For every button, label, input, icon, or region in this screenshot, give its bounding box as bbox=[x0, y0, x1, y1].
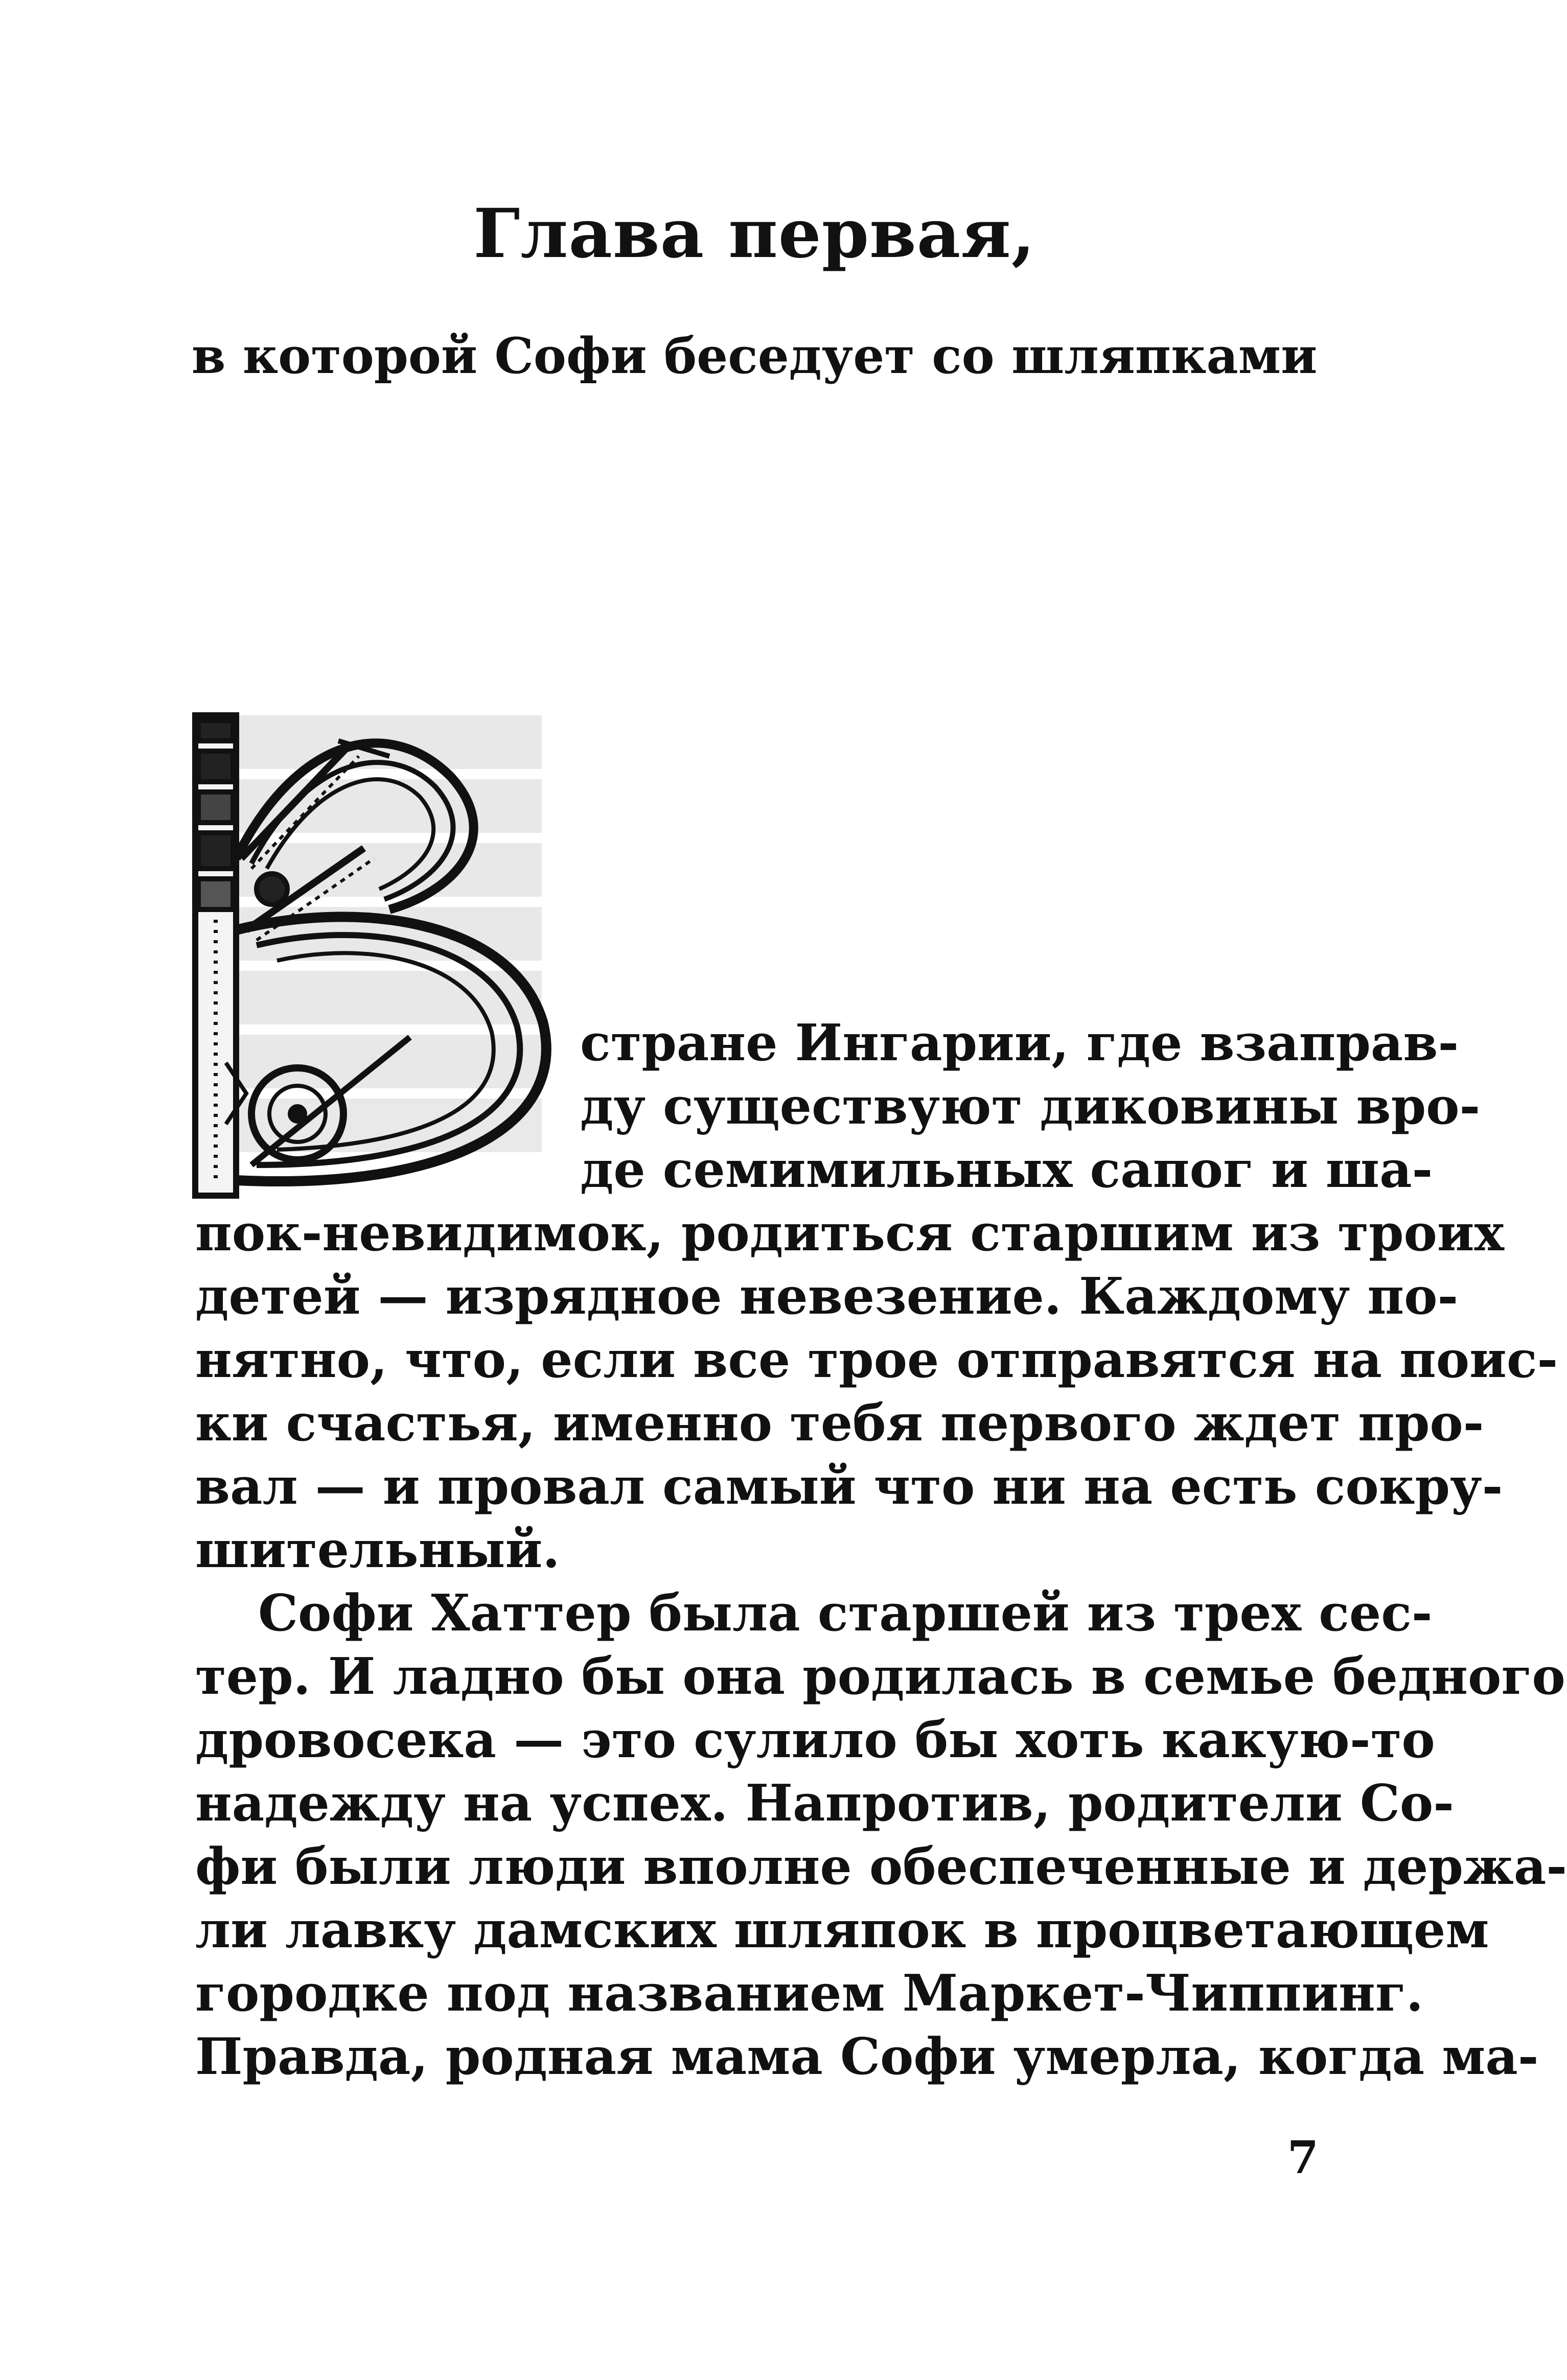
text-line: надежду на успех. Напротив, родители Со- bbox=[195, 1774, 1454, 1833]
text-line: Правда, родная мама Софи умерла, когда ма- bbox=[195, 2027, 1539, 2086]
text-line: ки счастья, именно тебя первого ждет про- bbox=[195, 1394, 1484, 1453]
text-line: дровосека — это сулило бы хоть какую-то bbox=[195, 1711, 1435, 1769]
text-line: тер. И ладно бы она родилась в семье бедного bbox=[195, 1647, 1565, 1706]
text-line: нятно, что, если все трое отправятся на поис- bbox=[195, 1331, 1558, 1389]
text-line: Софи Хаттер была старшей из трех сес- bbox=[258, 1584, 1433, 1643]
text-line: ду существуют диковины вро- bbox=[580, 1077, 1481, 1136]
chapter-title: Глава первая, bbox=[473, 194, 1035, 273]
text-line: фи были люди вполне обеспеченные и держа- bbox=[195, 1837, 1567, 1896]
text-line: городке под названием Маркет-Чиппинг. bbox=[195, 1964, 1424, 2023]
text-line: вал — и провал самый что ни на есть сокру- bbox=[195, 1457, 1503, 1516]
text-line: шительный. bbox=[195, 1521, 560, 1579]
text-line: ли лавку дамских шляпок в процветающем bbox=[195, 1901, 1489, 1959]
text-line: стране Ингарии, где взаправ- bbox=[580, 1014, 1459, 1072]
drop-cap-illustration bbox=[195, 705, 563, 1196]
chapter-subtitle: в которой Софи беседует со шляпками bbox=[191, 327, 1318, 385]
text-line: детей — изрядное невезение. Каждому по- bbox=[195, 1267, 1459, 1326]
page-number: 7 bbox=[1287, 2131, 1319, 2184]
text-line: де семимильных сапог и ша- bbox=[580, 1140, 1433, 1199]
text-line: пок-невидимок, родиться старшим из троих bbox=[195, 1204, 1504, 1263]
